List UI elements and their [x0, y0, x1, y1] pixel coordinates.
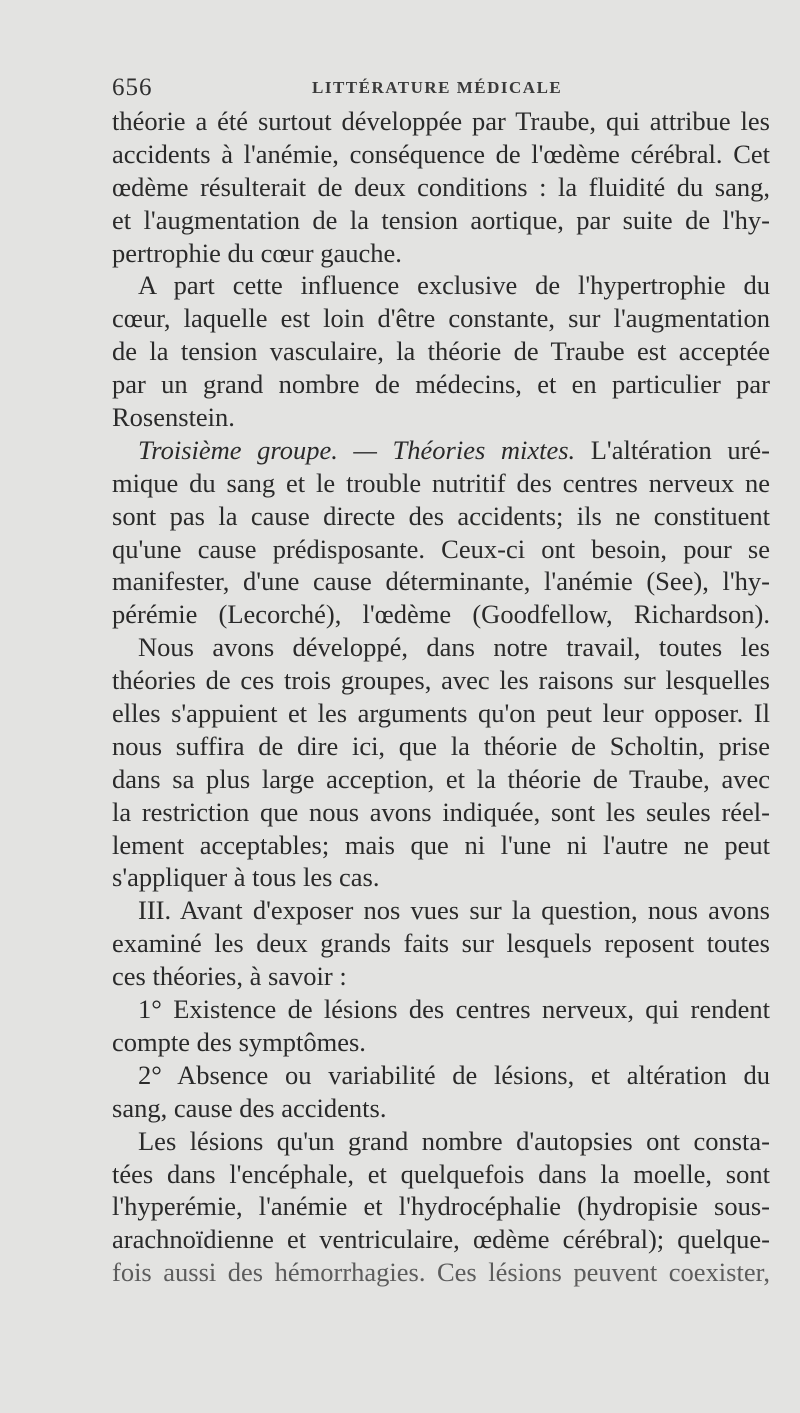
text-line: arachnoïdienne et ventriculaire, œdème cérébral); quelque-	[112, 1224, 770, 1255]
text-line: pertrophie du cœur gauche.	[112, 237, 402, 268]
text-line: examiné les deux grands faits sur lesquels reposent toutes	[112, 928, 770, 959]
text-line: par un grand nombre de médecins, et en particulier par	[112, 369, 770, 400]
text-line: qu'une cause prédisposante. Ceux-ci ont besoin, pour se	[112, 533, 770, 564]
text-line: cœur, laquelle est loin d'être constante, sur l'augmentation	[112, 303, 770, 334]
section-heading-italic: Troisième groupe. — Théories mixtes.	[138, 434, 576, 465]
text-line: accidents à l'anémie, conséquence de l'œdème cérébral. Cet	[112, 138, 770, 169]
text-line: Troisième groupe. — Théories mixtes. L'altération uré-	[138, 434, 770, 465]
text-line: manifester, d'une cause déterminante, l'anémie (See), l'hy-	[112, 566, 770, 597]
text-line: III. Avant d'exposer nos vues sur la question, nous avons	[138, 895, 770, 926]
text-line: Rosenstein.	[112, 402, 235, 433]
text-line: dans sa plus large acception, et la théorie de Traube, avec	[112, 763, 770, 794]
text-line: théories de ces trois groupes, avec les raisons sur lesquelles	[112, 665, 770, 696]
text-line: théorie a été surtout développée par Traube, qui attribue les	[112, 106, 770, 136]
text-line: œdème résulterait de deux conditions : la fluidité du sang,	[112, 171, 770, 202]
text-line: l'hyperémie, l'anémie et l'hydrocéphalie (hydropisie sous-	[112, 1191, 770, 1222]
text-line: s'appliquer à tous les cas.	[112, 862, 380, 893]
text-line: Les lésions qu'un grand nombre d'autopsies ont consta-	[138, 1125, 770, 1156]
text-line: mique du sang et le trouble nutritif des centres nerveux ne	[112, 467, 770, 498]
text-line: 2° Absence ou variabilité de lésions, et altération du	[138, 1059, 770, 1090]
text-line: elles s'appuient et les arguments qu'on peut leur opposer. Il	[112, 698, 770, 729]
text-line: et l'augmentation de la tension aortique, par suite de l'hy-	[112, 204, 770, 235]
running-title: LITTÉRATURE MÉDICALE	[312, 78, 563, 97]
text-line: tées dans l'encéphale, et quelquefois dans la moelle, sont	[112, 1158, 770, 1189]
page-header	[112, 74, 770, 104]
text-line: 1° Existence de lésions des centres nerveux, qui rendent	[138, 994, 770, 1025]
text-line: Nous avons développé, dans notre travail, toutes les	[138, 632, 770, 663]
text-line: ces théories, à savoir :	[112, 961, 347, 992]
text-line: de la tension vasculaire, la théorie de Traube est acceptée	[112, 336, 770, 367]
page-number: 656	[112, 74, 153, 101]
text-line: pérémie (Lecorché), l'œdème (Goodfellow, Richardson).	[112, 599, 770, 630]
text-line: lement acceptables; mais que ni l'une ni l'autre ne peut	[112, 829, 770, 860]
text-line: A part cette influence exclusive de l'hypertrophie du	[138, 270, 770, 301]
text-line: sang, cause des accidents.	[112, 1092, 387, 1123]
text-line: sont pas la cause directe des accidents; ils ne constituent	[112, 500, 770, 531]
text-line: fois aussi des hémorrhagies. Ces lésions peuvent coexister,	[112, 1257, 770, 1288]
body-text	[112, 105, 770, 1289]
text-line: la restriction que nous avons indiquée, sont les seules réel-	[112, 796, 770, 827]
text-line: nous suffira de dire ici, que la théorie de Scholtin, prise	[112, 730, 770, 761]
text-line: compte des symptômes.	[112, 1026, 366, 1057]
